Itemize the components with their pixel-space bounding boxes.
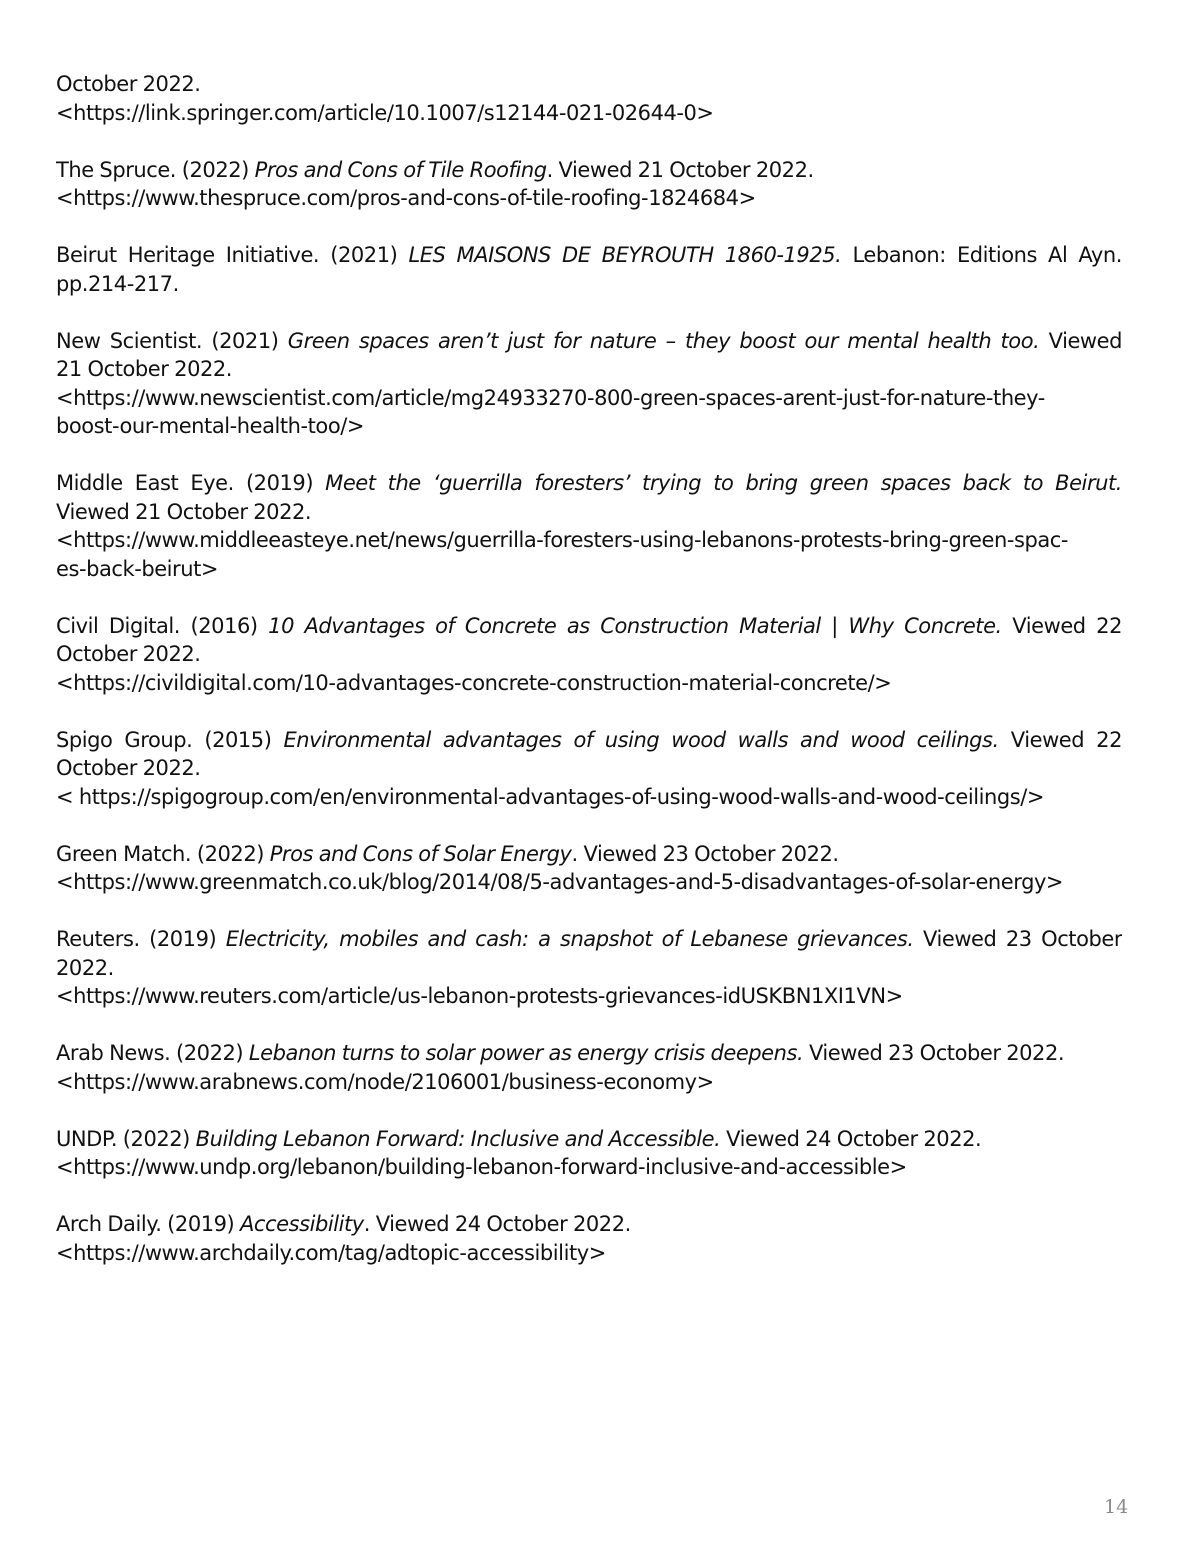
reference-line xyxy=(56,384,1122,413)
reference-line xyxy=(56,241,1122,270)
reference-text: <https://www.middleeasteye.net/news/guerrilla-foresters-using-lebanons-protests-bring-green-spac- xyxy=(56,528,1069,552)
reference-title: Accessibility xyxy=(240,1212,364,1236)
reference-text: es-back-beirut> xyxy=(56,556,219,581)
reference-line xyxy=(56,840,1122,869)
reference-line xyxy=(56,412,1122,441)
reference-text: pp.214-217. xyxy=(56,271,179,296)
reference-title: LES MAISONS DE BEYROUTH 1860-1925. xyxy=(408,243,842,267)
reference-line xyxy=(56,925,1122,954)
reference-text: New Scientist. (2021) xyxy=(56,328,288,353)
reference-title: Building Lebanon Forward: Inclusive and Accessible. xyxy=(195,1126,721,1151)
reference-text: Viewed 22 xyxy=(998,727,1122,752)
reference-entry-spruce xyxy=(56,156,1122,213)
reference-text: < https://spigogroup.com/en/environmental-advantages-of-using-wood-walls-and-wood-ceilings/> xyxy=(56,784,1044,809)
reference-text: Viewed xyxy=(1039,328,1122,353)
reference-text: Viewed 24 October 2022. xyxy=(720,1126,982,1151)
reference-line xyxy=(56,982,1122,1011)
reference-text: <https://link.springer.com/article/10.1007/s12144-021-02644-0> xyxy=(56,100,714,125)
reference-text: Green Match. (2022) xyxy=(56,841,270,866)
reference-line xyxy=(56,954,1122,983)
reference-line xyxy=(56,156,1122,185)
reference-entry-middle-east-eye xyxy=(56,469,1122,583)
reference-line xyxy=(56,555,1122,584)
reference-title: Environmental advantages of using wood walls and wood ceilings. xyxy=(283,727,999,752)
reference-text: Viewed 21 October 2022. xyxy=(56,499,312,524)
reference-entry-spigo xyxy=(56,726,1122,812)
reference-entry-reuters xyxy=(56,925,1122,1011)
reference-text: Arab News. (2022) xyxy=(56,1041,249,1065)
reference-line xyxy=(56,355,1122,384)
page-number: 14 xyxy=(1104,1496,1129,1518)
reference-text: October 2022. xyxy=(56,756,201,780)
reference-line xyxy=(56,1068,1122,1097)
reference-line xyxy=(56,1153,1122,1182)
reference-text: boost-our-mental-health-too/> xyxy=(56,414,364,438)
reference-text: 2022. xyxy=(56,955,114,980)
reference-line xyxy=(56,612,1122,641)
reference-line xyxy=(56,868,1122,897)
reference-title: Lebanon turns to solar power as energy crisis deepens. xyxy=(248,1041,804,1065)
reference-text: Arch Daily. (2019) xyxy=(56,1212,241,1236)
reference-title: Meet the ‘guerrilla foresters’ trying to bring green spaces back to Beirut. xyxy=(325,471,1122,495)
reference-text: UNDP. (2022) xyxy=(56,1126,196,1151)
reference-text: <https://www.undp.org/lebanon/building-lebanon-forward-inclusive-and-accessible> xyxy=(56,1155,907,1179)
reference-line xyxy=(56,669,1122,698)
reference-entry-green-match xyxy=(56,840,1122,897)
reference-entry-new-scientist xyxy=(56,327,1122,441)
reference-line xyxy=(56,783,1122,812)
reference-line xyxy=(56,1239,1122,1268)
reference-line xyxy=(56,270,1122,299)
reference-line xyxy=(56,1039,1122,1068)
reference-entry-beirut-heritage xyxy=(56,241,1122,298)
reference-text: Beirut Heritage Initiative. (2021) xyxy=(56,243,409,267)
reference-text: October 2022. xyxy=(56,72,201,96)
reference-line xyxy=(56,184,1122,213)
reference-line xyxy=(56,1125,1122,1154)
reference-text: <https://www.newscientist.com/article/mg24933270-800-green-spaces-arent-just-for-nature-they- xyxy=(56,385,1045,410)
reference-line xyxy=(56,327,1122,356)
reference-line xyxy=(56,469,1122,498)
reference-title: Green spaces aren’t just for nature – they boost our mental health too. xyxy=(287,328,1040,353)
reference-text: <https://www.greenmatch.co.uk/blog/2014/08/5-advantages-and-5-disadvantages-of-solar-energy> xyxy=(56,870,1064,894)
references-list xyxy=(56,70,1122,1296)
reference-line xyxy=(56,498,1122,527)
reference-line xyxy=(56,70,1122,99)
reference-text: Viewed 22 xyxy=(1001,613,1122,638)
reference-text: Viewed 23 October 2022. xyxy=(803,1041,1065,1065)
reference-line xyxy=(56,99,1122,128)
reference-text: The Spruce. (2022) xyxy=(56,157,255,182)
reference-text: <https://www.arabnews.com/node/2106001/business-economy> xyxy=(56,1069,714,1094)
reference-title: Pros and Cons of Tile Roofing xyxy=(254,157,547,182)
reference-line xyxy=(56,640,1122,669)
reference-text: Lebanon: Editions Al Ayn. xyxy=(841,243,1122,267)
reference-text: <https://www.thespruce.com/pros-and-cons-of-tile-roofing-1824684> xyxy=(56,186,756,210)
reference-text: Spigo Group. (2015) xyxy=(56,727,284,752)
reference-title: Pros and Cons of Solar Energy xyxy=(269,841,572,866)
reference-title: 10 Advantages of Concrete as Construction Material | Why Concrete. xyxy=(268,613,1002,638)
reference-text: 21 October 2022. xyxy=(56,357,233,381)
reference-text: <https://www.archdaily.com/tag/adtopic-accessibility> xyxy=(56,1240,606,1265)
reference-entry-arch-daily xyxy=(56,1210,1122,1267)
reference-text: . Viewed 23 October 2022. xyxy=(571,841,839,866)
reference-text: Civil Digital. (2016) xyxy=(56,613,269,638)
reference-text: . Viewed 21 October 2022. xyxy=(546,157,814,182)
reference-text: <https://www.reuters.com/article/us-lebanon-protests-grievances-idUSKBN1XI1VN> xyxy=(56,984,903,1008)
reference-entry-civil-digital xyxy=(56,612,1122,698)
reference-line xyxy=(56,526,1122,555)
reference-text: October 2022. xyxy=(56,642,201,666)
reference-line xyxy=(56,754,1122,783)
reference-title: Electricity, mobiles and cash: a snapshot of Lebanese grievances. xyxy=(225,927,914,951)
reference-text: Viewed 23 October xyxy=(913,927,1122,951)
reference-line xyxy=(56,726,1122,755)
reference-text: . Viewed 24 October 2022. xyxy=(363,1212,631,1236)
reference-entry-undp xyxy=(56,1125,1122,1182)
reference-text: Middle East Eye. (2019) xyxy=(56,471,326,495)
reference-entry-springer xyxy=(56,70,1122,127)
reference-text: <https://civildigital.com/10-advantages-concrete-construction-material-concrete/> xyxy=(56,670,892,695)
reference-text: Reuters. (2019) xyxy=(56,927,226,951)
reference-line xyxy=(56,1210,1122,1239)
reference-entry-arab-news xyxy=(56,1039,1122,1096)
